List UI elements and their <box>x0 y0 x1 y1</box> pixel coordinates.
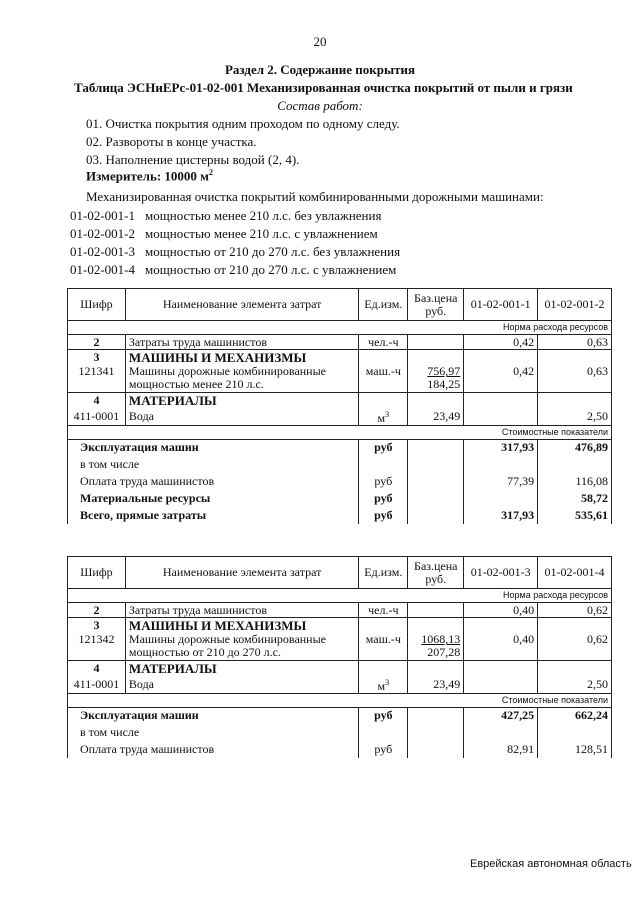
cell-value-a: 0,42 <box>464 335 538 350</box>
cell-value-b: 2,50 <box>538 676 612 694</box>
cost-label: Всего, прямые затраты <box>68 507 359 524</box>
header-unit: Ед.изм. <box>359 289 408 321</box>
header-price: Баз.цена руб. <box>408 557 464 589</box>
cost-value-b: 662,24 <box>538 707 612 724</box>
footer-region: Еврейская автономная область <box>470 858 632 870</box>
variant-line: 01-02-001-1 мощностью менее 210 л.с. без увлажнения <box>70 208 382 223</box>
cell-name: МАТЕРИАЛЫ <box>125 393 358 408</box>
cell-value-b: 0,63 <box>538 335 612 350</box>
band-norm: Норма расхода ресурсов <box>68 321 612 335</box>
cost-value-b: 58,72 <box>538 490 612 507</box>
cell-code: 3 <box>68 618 126 633</box>
cell-value-b: 0,62 <box>538 633 612 661</box>
header-code: Шифр <box>68 557 126 589</box>
cell-value-a <box>464 676 538 694</box>
cell-name: МАТЕРИАЛЫ <box>125 661 358 676</box>
cell-value-a <box>464 408 538 426</box>
cost-unit: руб <box>359 507 408 524</box>
cost-row <box>68 707 612 724</box>
table-row <box>68 676 612 694</box>
variant-line: 01-02-001-2 мощностью менее 210 л.с. с увлажнением <box>70 226 378 241</box>
cost-row <box>68 439 612 456</box>
cell-unit: $м^3$ <box>359 676 408 694</box>
cell-code: 4 <box>68 393 126 408</box>
cost-value-a: 82,91 <box>464 741 538 758</box>
cell-name: Затраты труда машинистов <box>125 335 358 350</box>
measure-unit: Измеритель: 10000 $м^2$ <box>86 168 214 184</box>
cell-name: Машины дорожные комбинированные мощностью от 210 до 270 л.с. <box>125 633 358 661</box>
cell-unit: чел.-ч <box>359 335 408 350</box>
header-unit: Ед.изм. <box>359 557 408 589</box>
cell-code: 2 <box>68 603 126 618</box>
cell-unit: маш.-ч <box>359 633 408 661</box>
cost-row <box>68 490 612 507</box>
cell-code: 411-0001 <box>68 676 126 694</box>
cell-unit: чел.-ч <box>359 603 408 618</box>
cost-value-a: 317,93 <box>464 439 538 456</box>
table-row <box>68 618 612 633</box>
cost-label: Оплата труда машинистов <box>68 473 359 490</box>
table-row <box>68 365 612 393</box>
cell-name: МАШИНЫ И МЕХАНИЗМЫ <box>125 618 358 633</box>
cell-code: 3 <box>68 350 126 365</box>
cost-value-a: 317,93 <box>464 507 538 524</box>
header-col-b: 01-02-001-2 <box>538 289 612 321</box>
work-step: 02. Развороты в конце участка. <box>86 134 257 149</box>
cost-row <box>68 724 612 741</box>
cost-value-b: 535,61 <box>538 507 612 524</box>
work-step: 03. Наполнение цистерны водой (2, 4). <box>86 152 300 167</box>
cost-row <box>68 507 612 524</box>
cost-unit: руб <box>359 741 408 758</box>
resource-table-1 <box>67 288 612 524</box>
resource-table-2 <box>67 556 612 758</box>
header-col-b: 01-02-001-4 <box>538 557 612 589</box>
table-row <box>68 633 612 661</box>
cost-unit: руб <box>359 439 408 456</box>
cell-name: Вода <box>125 676 358 694</box>
cell-value-b: 0,62 <box>538 603 612 618</box>
cell-unit: $м^3$ <box>359 408 408 426</box>
composition-heading: Состав работ: <box>277 98 363 113</box>
cost-label: Эксплуатация машин <box>68 439 359 456</box>
cost-row <box>68 456 612 473</box>
header-price: Баз.цена руб. <box>408 289 464 321</box>
cell-name: Машины дорожные комбинированные мощностью менее 210 л.с. <box>125 365 358 393</box>
cost-label: Материальные ресурсы <box>68 490 359 507</box>
cost-label: в том числе <box>68 456 359 473</box>
header-name: Наименование элемента затрат <box>125 557 358 589</box>
cost-label: в том числе <box>68 724 359 741</box>
cell-price <box>408 603 464 618</box>
header-code: Шифр <box>68 289 126 321</box>
cost-value-b: 116,08 <box>538 473 612 490</box>
table-row <box>68 603 612 618</box>
header-col-a: 01-02-001-3 <box>464 557 538 589</box>
cell-value-a: 0,40 <box>464 633 538 661</box>
cell-unit: маш.-ч <box>359 365 408 393</box>
cell-name: МАШИНЫ И МЕХАНИЗМЫ <box>125 350 358 365</box>
cost-value-b: 476,89 <box>538 439 612 456</box>
cell-value-b: 2,50 <box>538 408 612 426</box>
table-row <box>68 408 612 426</box>
header-name: Наименование элемента затрат <box>125 289 358 321</box>
band-norm: Норма расхода ресурсов <box>68 589 612 603</box>
cell-code: 121342 <box>68 633 126 661</box>
cell-price <box>408 335 464 350</box>
table-row <box>68 350 612 365</box>
cell-code: 4 <box>68 661 126 676</box>
variant-line: 01-02-001-4 мощностью от 210 до 270 л.с. с увлажнением <box>70 262 397 277</box>
cell-value-a: 0,40 <box>464 603 538 618</box>
variant-line: 01-02-001-3 мощностью от 210 до 270 л.с. без увлажнения <box>70 244 401 259</box>
cell-code: 2 <box>68 335 126 350</box>
band-cost: Стоимостные показатели <box>68 693 612 707</box>
table-row <box>68 335 612 350</box>
cost-value-a: 77,39 <box>464 473 538 490</box>
cost-row <box>68 741 612 758</box>
cost-unit: руб <box>359 707 408 724</box>
cell-price: 1068,13 207,28 <box>408 633 464 661</box>
cost-unit: руб <box>359 490 408 507</box>
cell-name: Вода <box>125 408 358 426</box>
page-number: 20 <box>313 34 327 49</box>
cost-unit: руб <box>359 473 408 490</box>
table-row <box>68 393 612 408</box>
cell-name: Затраты труда машинистов <box>125 603 358 618</box>
cell-code: 121341 <box>68 365 126 393</box>
header-col-a: 01-02-001-1 <box>464 289 538 321</box>
cell-code: 411-0001 <box>68 408 126 426</box>
cost-value-a <box>464 490 538 507</box>
cost-row <box>68 473 612 490</box>
section-title: Раздел 2. Содержание покрытия <box>224 62 416 77</box>
cell-price: 23,49 <box>408 676 464 694</box>
cost-label: Оплата труда машинистов <box>68 741 359 758</box>
table-row <box>68 661 612 676</box>
cell-value-b: 0,63 <box>538 365 612 393</box>
band-cost: Стоимостные показатели <box>68 425 612 439</box>
cost-value-a: 427,25 <box>464 707 538 724</box>
cell-value-a: 0,42 <box>464 365 538 393</box>
cost-label: Эксплуатация машин <box>68 707 359 724</box>
cell-price: 23,49 <box>408 408 464 426</box>
table-title: Таблица ЭСНиЕРс-01-02-001 Механизированная очистка покрытий от пыли и грязи <box>74 80 573 95</box>
work-step: 01. Очистка покрытия одним проходом по одному следу. <box>86 116 400 131</box>
cost-value-b: 128,51 <box>538 741 612 758</box>
cell-price: 756,97 184,25 <box>408 365 464 393</box>
work-description: Механизированная очистка покрытий комбинированными дорожными машинами: <box>86 189 544 204</box>
